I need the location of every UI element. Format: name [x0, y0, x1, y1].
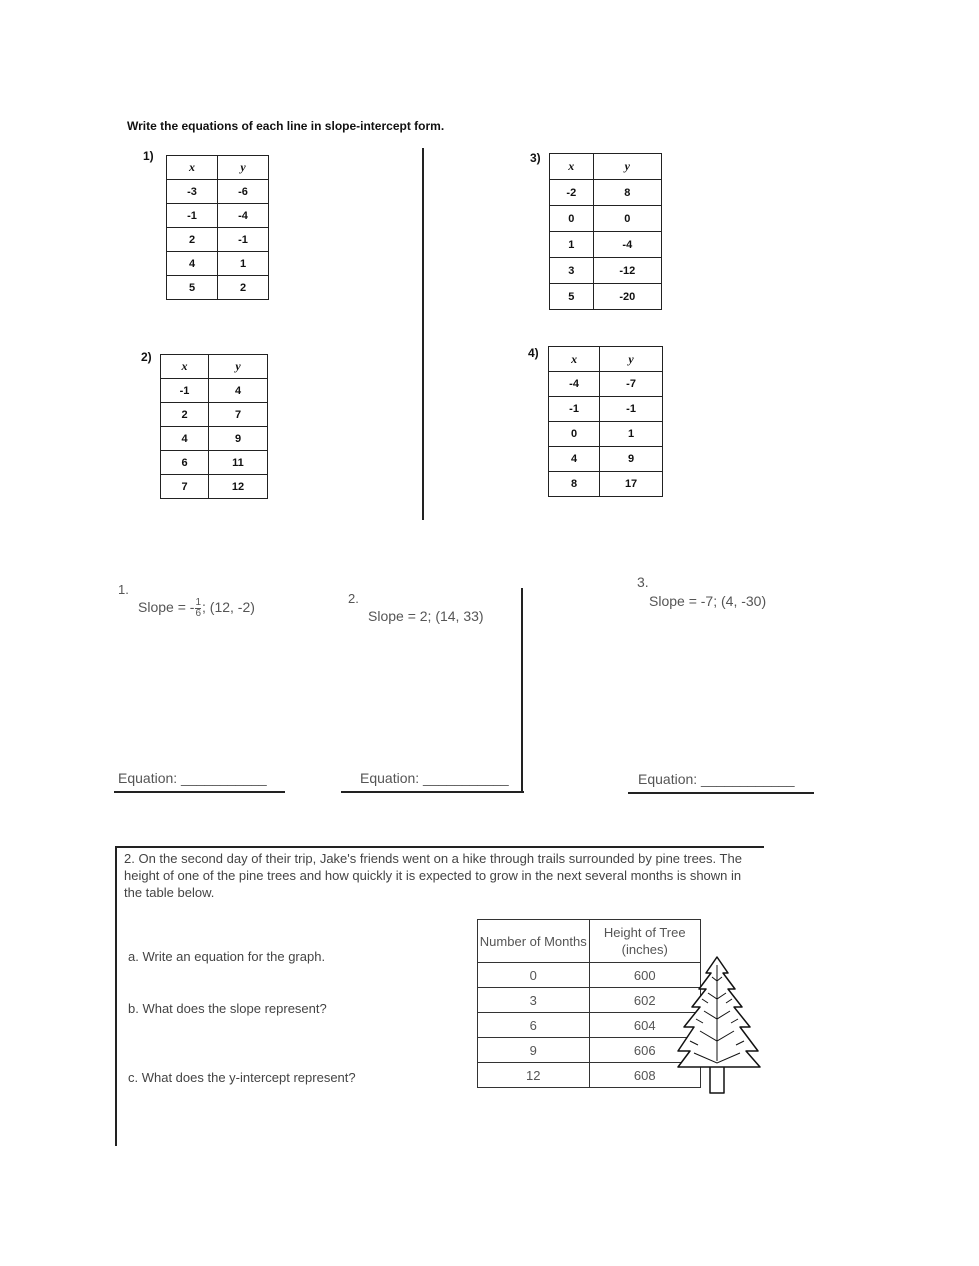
column-header: y — [600, 347, 663, 372]
table-cell: -12 — [593, 258, 661, 284]
table-cell: 2 — [218, 276, 269, 300]
table-row — [550, 232, 662, 258]
table-cell: -4 — [218, 204, 269, 228]
column-header: y — [218, 156, 269, 180]
table-header-row — [478, 920, 701, 963]
table-cell: 4 — [209, 379, 268, 403]
table-row — [550, 180, 662, 206]
table-cell: 17 — [600, 472, 663, 497]
table-cell: 1 — [550, 232, 594, 258]
question-a: a. Write an equation for the graph. — [128, 949, 326, 964]
table-cell: 9 — [600, 447, 663, 472]
problem-label-3: 3) — [530, 151, 541, 165]
column-header: y — [593, 154, 661, 180]
table-cell: 9 — [478, 1038, 590, 1063]
table-row — [161, 427, 268, 451]
table-row — [167, 252, 269, 276]
xy-table-4 — [548, 346, 663, 497]
table-cell: -4 — [593, 232, 661, 258]
slope-problem-1-number: 1. — [118, 582, 129, 597]
table-row — [550, 206, 662, 232]
table-cell: -3 — [167, 180, 218, 204]
table-row — [161, 403, 268, 427]
xy-table-1 — [166, 155, 269, 300]
divider-line — [422, 148, 424, 520]
table-row — [478, 1063, 701, 1088]
column-header: x — [549, 347, 600, 372]
column-header: x — [550, 154, 594, 180]
equation-label-3: Equation: ____________ — [638, 771, 795, 787]
question-b: b. What does the slope represent? — [128, 1001, 327, 1016]
underline-1 — [114, 791, 285, 793]
column-header: y — [209, 355, 268, 379]
table-row — [167, 180, 269, 204]
table-row — [549, 422, 663, 447]
table-header-row — [549, 347, 663, 372]
slope-problem-1-text — [138, 598, 255, 619]
tree-growth-table — [477, 919, 701, 1088]
xy-table-3 — [549, 153, 662, 310]
table-row — [478, 988, 701, 1013]
table-cell: 12 — [478, 1063, 590, 1088]
table-cell: 1 — [600, 422, 663, 447]
table-cell: -1 — [218, 228, 269, 252]
table-row — [161, 379, 268, 403]
table-cell: -1 — [161, 379, 209, 403]
fraction-denominator: 6 — [195, 608, 201, 619]
table-cell: 4 — [161, 427, 209, 451]
table-row — [478, 1038, 701, 1063]
table-header-row — [161, 355, 268, 379]
underline-3 — [628, 792, 814, 794]
slope-problem-3-number: 3. — [637, 574, 649, 590]
table-cell: 2 — [167, 228, 218, 252]
table-header-row — [167, 156, 269, 180]
table-row — [550, 284, 662, 310]
table-cell: 4 — [549, 447, 600, 472]
table-cell: 3 — [550, 258, 594, 284]
divider-line-2 — [521, 588, 523, 792]
equation-label-1: Equation: ___________ — [118, 770, 267, 786]
table-cell: -4 — [549, 372, 600, 397]
table-cell: -7 — [600, 372, 663, 397]
table-row — [478, 963, 701, 988]
column-header: x — [161, 355, 209, 379]
column-header: x — [167, 156, 218, 180]
table-cell: 8 — [593, 180, 661, 206]
table-cell: 6 — [478, 1013, 590, 1038]
underline-2 — [341, 791, 524, 793]
slope-problem-3-text: Slope = -7; (4, -30) — [649, 593, 767, 609]
slope-problem-2-number: 2. — [348, 591, 359, 606]
table-cell: 7 — [161, 475, 209, 499]
table-cell: -20 — [593, 284, 661, 310]
point-text: ; (12, -2) — [202, 599, 255, 616]
slope-prefix: Slope = - — [138, 599, 195, 616]
table-cell: -2 — [550, 180, 594, 206]
table-row — [549, 472, 663, 497]
table-cell: 0 — [478, 963, 590, 988]
column-header: Number of Months — [478, 920, 590, 963]
table-cell: -1 — [549, 397, 600, 422]
table-cell: 608 — [589, 1063, 701, 1088]
table-cell: 606 — [589, 1038, 701, 1063]
table-cell: 1 — [218, 252, 269, 276]
box-left-border — [115, 846, 117, 1146]
problem-label-4: 4) — [528, 346, 539, 360]
table-cell: 3 — [478, 988, 590, 1013]
table-cell: 0 — [549, 422, 600, 447]
tree-problem-prompt: 2. On the second day of their trip, Jake's friends went on a hike through trails surrounded by pine trees. The height of one of the pine trees and how quickly it is expected to grow in the next several months is shown in the table below. — [124, 851, 742, 900]
table-cell: 2 — [161, 403, 209, 427]
table-cell: -1 — [167, 204, 218, 228]
table-row — [549, 372, 663, 397]
box-top-border — [116, 846, 764, 848]
column-header: Height of Tree (inches) — [589, 920, 701, 963]
slope-problem-2-text: Slope = 2; (14, 33) — [368, 608, 484, 624]
pine-tree-icon — [672, 955, 764, 1095]
table-row — [161, 475, 268, 499]
table-row — [550, 258, 662, 284]
xy-table-2 — [160, 354, 268, 499]
table-cell: -6 — [218, 180, 269, 204]
table-row — [167, 228, 269, 252]
table-header-row — [550, 154, 662, 180]
table-cell: 9 — [209, 427, 268, 451]
problem-label-2: 2) — [141, 350, 152, 364]
table-row — [167, 276, 269, 300]
table-cell: 11 — [209, 451, 268, 475]
table-cell: 0 — [593, 206, 661, 232]
table-cell: 5 — [550, 284, 594, 310]
table-row — [167, 204, 269, 228]
table-cell: -1 — [600, 397, 663, 422]
question-c: c. What does the y-intercept represent? — [128, 1070, 356, 1085]
equation-label-2: Equation: ___________ — [360, 770, 509, 786]
fraction-numerator: 1 — [195, 597, 201, 608]
problem-label-1: 1) — [143, 149, 154, 163]
table-row — [549, 397, 663, 422]
table-row — [478, 1013, 701, 1038]
table-cell: 604 — [589, 1013, 701, 1038]
table-cell: 600 — [589, 963, 701, 988]
table-cell: 5 — [167, 276, 218, 300]
table-cell: 0 — [550, 206, 594, 232]
table-cell: 8 — [549, 472, 600, 497]
table-row — [549, 447, 663, 472]
table-cell: 6 — [161, 451, 209, 475]
table-cell: 602 — [589, 988, 701, 1013]
table-cell: 12 — [209, 475, 268, 499]
table-cell: 4 — [167, 252, 218, 276]
table-cell: 7 — [209, 403, 268, 427]
table-row — [161, 451, 268, 475]
fraction — [195, 598, 201, 619]
worksheet-title: Write the equations of each line in slope-intercept form. — [127, 119, 445, 133]
